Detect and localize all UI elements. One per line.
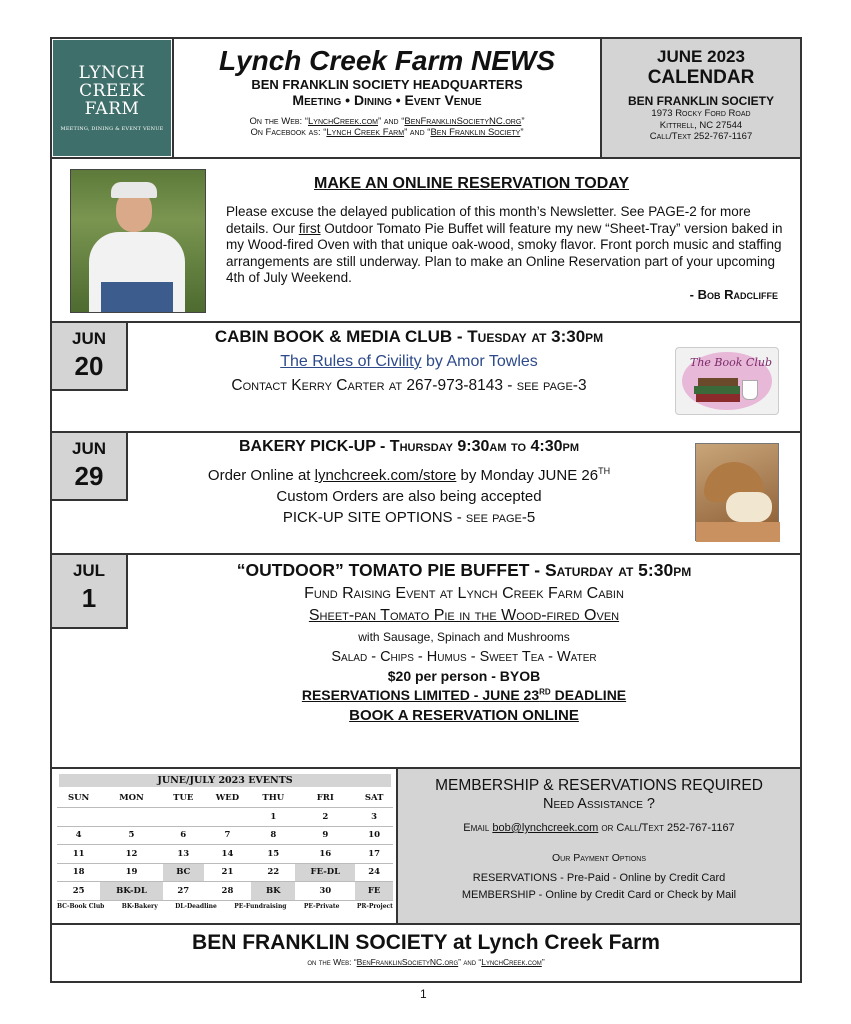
web-links-line	[174, 116, 600, 127]
logo-line-2: CREEK	[79, 81, 145, 101]
address-line-2: Kittrell, NC 27544	[659, 119, 743, 131]
web-mid: ” and “	[378, 116, 405, 127]
event-title	[128, 438, 690, 456]
event-month: JUN	[71, 439, 106, 458]
day-cell: 19	[100, 863, 163, 882]
event-date-badge	[52, 555, 128, 629]
contact-text: Contact Kerry Carter at 267-973-8143 -	[231, 377, 517, 394]
membership-panel	[398, 769, 800, 923]
sheet-pan-line: Sheet-pan Tomato Pie in the Wood-fired Oven	[308, 607, 620, 624]
weekday-cell: FRI	[295, 789, 355, 808]
newsletter-tagline: Meeting • Dining • Event Venue	[292, 92, 482, 108]
price-line: $20 per person - BYOB	[387, 668, 541, 684]
day-cell: 14	[204, 845, 251, 864]
day-cell: 21	[204, 863, 251, 882]
book-club-image-text: The Book Club	[690, 356, 772, 369]
day-cell: 8	[251, 826, 295, 845]
pickup-see-page: see page-5	[465, 509, 536, 526]
event-day: 1	[81, 583, 97, 613]
day-cell: 30	[295, 882, 355, 901]
event-title-a: BAKERY PICK-UP -	[238, 438, 390, 455]
legend-item: BK-Bakery	[121, 902, 158, 910]
lynchcreek-link[interactable]: LynchCreek.com	[308, 116, 379, 127]
res-sup: RD	[539, 687, 551, 697]
order-sup: TH	[598, 466, 611, 476]
event-bakery	[52, 433, 800, 555]
calendar-org: BEN FRANKLIN SOCIETY	[627, 94, 774, 108]
book-club-image	[675, 347, 779, 415]
bread-photo	[695, 443, 779, 541]
footer-benfranklin-link[interactable]: BenFranklinSocietyNC.org	[356, 957, 459, 967]
day-cell: 25	[57, 882, 100, 901]
day-cell: 10	[355, 826, 393, 845]
newsletter-page	[50, 37, 802, 983]
web-suffix: ”	[521, 116, 525, 127]
day-cell: 12	[100, 845, 163, 864]
intro-text-first: first	[298, 220, 321, 236]
day-cell: 28	[204, 882, 251, 901]
book-title-link[interactable]: The Rules of Civility	[280, 353, 422, 370]
logo-line-1: LYNCH	[78, 63, 146, 83]
order-text-a: Order Online at	[207, 467, 315, 484]
event-title-b: Saturday at 5:30pm	[545, 560, 692, 580]
payment-membership: MEMBERSHIP - Online by Credit Card or Check by Mail	[461, 889, 737, 901]
legend-item: PE-Fundraising	[234, 902, 287, 910]
day-cell: 4	[57, 826, 100, 845]
menu-line: Salad - Chips - Humus - Sweet Tea - Water	[331, 649, 597, 665]
email-link[interactable]: bob@lynchcreek.com	[492, 822, 599, 834]
book-line	[128, 353, 690, 371]
facebook-links-line	[174, 127, 600, 138]
day-cell: 3	[355, 808, 393, 827]
events-mini-calendar	[52, 769, 398, 923]
weekday-cell: WED	[204, 789, 251, 808]
email-line	[398, 822, 800, 834]
event-day: 29	[74, 461, 104, 491]
event-date-badge	[52, 323, 128, 391]
res-text-a: RESERVATIONS LIMITED - JUNE 23	[301, 687, 540, 703]
legend-item: PR-Project	[356, 902, 393, 910]
event-month: JUN	[71, 329, 106, 348]
calendar-week-row	[57, 826, 393, 845]
day-cell: 18	[57, 863, 100, 882]
event-day-cell: BC	[163, 863, 204, 882]
weekday-cell: MON	[100, 789, 163, 808]
day-cell: 22	[251, 863, 295, 882]
facebook-society-link[interactable]: Ben Franklin Society	[430, 127, 521, 138]
contact-line	[128, 377, 690, 395]
legend-item: BC-Book Club	[57, 902, 105, 910]
day-cell	[163, 808, 204, 827]
day-cell: 16	[295, 845, 355, 864]
bob-radcliffe-photo	[70, 169, 206, 313]
event-content	[128, 438, 690, 526]
reservations-limited-line	[128, 687, 800, 703]
newsletter-footer	[52, 925, 800, 981]
mini-calendar-title: JUNE/JULY 2023 EVENTS	[59, 774, 391, 787]
event-title-b: Thursday 9:30am to 4:30pm	[389, 438, 580, 455]
newsletter-title: Lynch Creek Farm NEWS	[218, 45, 556, 76]
pickup-line	[128, 509, 690, 526]
footer-web-line	[52, 957, 800, 967]
event-day-cell: BK-DL	[100, 882, 163, 901]
event-title-a: CABIN BOOK & MEDIA CLUB -	[214, 327, 468, 346]
legend-item: PE-Private	[303, 902, 340, 910]
footer-web-prefix: on the Web: “	[307, 957, 357, 967]
intro-paragraph	[226, 204, 791, 287]
store-link[interactable]: lynchcreek.com/store	[314, 467, 457, 484]
footer-web-mid: ” and “	[458, 957, 482, 967]
weekday-cell: THU	[251, 789, 295, 808]
event-title-a: “OUTDOOR” TOMATO PIE BUFFET -	[236, 560, 545, 580]
legend-item: DL-Deadline	[175, 902, 217, 910]
day-cell: 17	[355, 845, 393, 864]
weekday-cell: TUE	[163, 789, 204, 808]
calendar-month: JUNE 2023	[657, 47, 745, 66]
res-text-b: DEADLINE	[550, 687, 627, 703]
event-day-cell: FE-DL	[295, 863, 355, 882]
signature: - Bob Radcliffe	[689, 287, 778, 302]
benfranklin-link[interactable]: BenFranklinSocietyNC.org	[404, 116, 522, 127]
day-cell: 15	[251, 845, 295, 864]
event-book-club	[52, 323, 800, 433]
day-cell: 24	[355, 863, 393, 882]
intro-heading: MAKE AN ONLINE RESERVATION TODAY	[314, 175, 629, 192]
page-number: 1	[420, 987, 427, 1001]
day-cell: 13	[163, 845, 204, 864]
event-title	[128, 560, 800, 581]
book-author: by Amor Towles	[421, 353, 538, 370]
email-suffix: or Call/Text 252-767-1167	[598, 822, 735, 834]
calendar-week-row	[57, 845, 393, 864]
calendar-week-row	[57, 808, 393, 827]
intro-text-a: Please excuse the delayed publication of this month’s Newsletter. See PAGE-2 for more details. Our	[226, 204, 751, 236]
footer-web-suffix: ”	[541, 957, 545, 967]
calendar-label: CALENDAR	[647, 67, 755, 88]
masthead	[172, 39, 602, 157]
calendar-box	[602, 39, 800, 157]
day-cell	[57, 808, 100, 827]
email-prefix: Email	[463, 822, 493, 834]
event-tomato-pie	[52, 555, 800, 769]
day-cell: 2	[295, 808, 355, 827]
event-title	[128, 327, 690, 347]
day-cell: 7	[204, 826, 251, 845]
book-reservation-link[interactable]: BOOK A RESERVATION ONLINE	[349, 707, 579, 724]
logo-tagline: MEETING, DINING & EVENT VENUE	[60, 126, 164, 132]
payment-reservations: RESERVATIONS - Pre-Paid - Online by Credit Card	[472, 872, 726, 884]
footer-title: BEN FRANKLIN SOCIETY at Lynch Creek Farm	[192, 931, 660, 954]
event-date-badge	[52, 433, 128, 501]
bottom-section	[52, 769, 800, 925]
calendar-weekday-row	[57, 789, 393, 808]
day-cell: 27	[163, 882, 204, 901]
logo-line-3: FARM	[84, 99, 140, 119]
calendar-legend	[57, 903, 393, 910]
mini-calendar-table	[57, 789, 393, 901]
phone-line: Call/Text 252-767-1167	[649, 131, 753, 142]
order-text-b: by Monday JUNE 26	[456, 467, 599, 484]
newsletter-subtitle: BEN FRANKLIN SOCIETY HEADQUARTERS	[251, 77, 523, 92]
day-cell: 5	[100, 826, 163, 845]
day-cell: 11	[57, 845, 100, 864]
event-day: 20	[74, 351, 104, 381]
order-line	[128, 466, 690, 484]
intro-text-b: Outdoor Tomato Pie Buffet will feature my new “Sheet-Tray” version baked in my Wood-fired Oven with that unique oak-wood, smoky flavor. Front porch music and staffing arrangements are still underway. Plan to make an Online Reservation part of your upcoming 4th of July Weekend.	[226, 220, 783, 285]
event-month: JUL	[72, 561, 106, 580]
fundraising-line: Fund Raising Event at Lynch Creek Farm Cabin	[304, 585, 624, 602]
address-line-1: 1973 Rocky Ford Road	[651, 108, 751, 119]
weekday-cell: SUN	[57, 789, 100, 808]
web-prefix: On the Web: “	[249, 116, 308, 127]
event-content	[128, 327, 690, 395]
day-cell: 6	[163, 826, 204, 845]
fb-mid: ” and “	[404, 127, 431, 138]
fb-suffix: ”	[520, 127, 524, 138]
pickup-text: PICK-UP SITE OPTIONS -	[282, 509, 466, 526]
event-title-b: Tuesday at 3:30pm	[467, 327, 604, 346]
footer-lynchcreek-link[interactable]: LynchCreek.com	[481, 957, 542, 967]
ingredients-line: with Sausage, Spinach and Mushrooms	[358, 630, 570, 644]
newsletter-header	[52, 39, 800, 159]
facebook-farm-link[interactable]: Lynch Creek Farm	[326, 127, 405, 138]
event-content	[128, 560, 800, 724]
contact-see-page: see page-3	[516, 377, 587, 394]
day-cell	[204, 808, 251, 827]
weekday-cell: SAT	[355, 789, 393, 808]
calendar-week-row	[57, 882, 393, 901]
lynch-creek-farm-logo	[53, 40, 171, 156]
calendar-week-row	[57, 863, 393, 882]
intro-section	[52, 159, 800, 323]
payment-options-heading: Our Payment Options	[552, 852, 646, 864]
event-day-cell: FE	[355, 882, 393, 901]
need-assistance: Need Assistance ?	[543, 796, 655, 812]
day-cell: 9	[295, 826, 355, 845]
event-day-cell: BK	[251, 882, 295, 901]
membership-title: MEMBERSHIP & RESERVATIONS REQUIRED	[435, 777, 763, 794]
day-cell: 1	[251, 808, 295, 827]
day-cell	[100, 808, 163, 827]
fb-prefix: On Facebook as: “	[250, 127, 327, 138]
custom-orders-line: Custom Orders are also being accepted	[276, 488, 542, 505]
